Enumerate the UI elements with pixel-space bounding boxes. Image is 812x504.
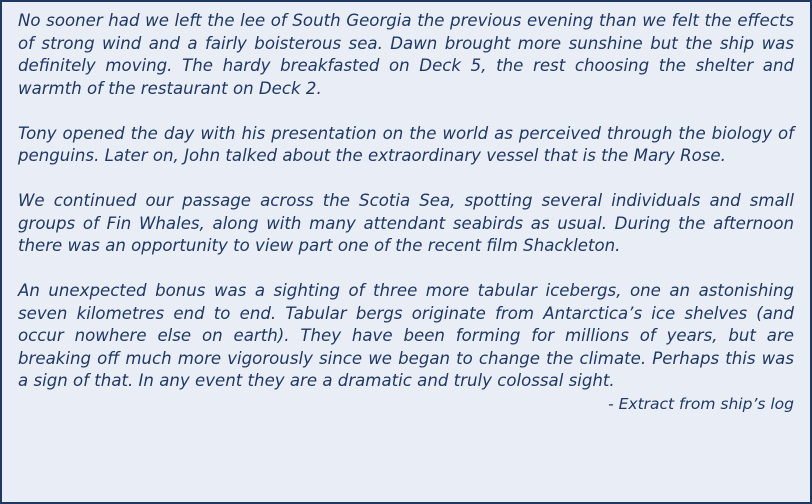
log-source-attribution: - Extract from ship’s log	[608, 394, 794, 413]
log-paragraph-1: No sooner had we left the lee of South Georgia the previous evening than we felt the effects of strong wind and a fairly boisterous sea. Dawn brought more sunshine but the ship was definitely moving. The hardy breakfasted on Deck 5, the rest choosing the shelter and warmth of the restaurant on Deck 2.	[18, 11, 794, 98]
log-paragraph-2: Tony opened the day with his presentation on the world as perceived through the biology of penguins. Later on, John talked about the extraordinary vessel that is the Mary Rose.	[18, 123, 794, 165]
log-paragraph-3: We continued our passage across the Scotia Sea, spotting several individuals and small groups of Fin Whales, along with many attendant seabirds as usual. During the afternoon there was an opportunity to view part one of the recent film Shackleton.	[18, 191, 794, 255]
log-paragraph-4: An unexpected bonus was a sighting of three more tabular icebergs, one an astonishing seven kilometres end to end. Tabular bergs originate from Antarctica’s ice shelves (and occur nowhere else on earth). They have been forming for millions of years, but are breaking off much more vigorously since we began to change the climate. Perhaps this was a sign of that. In any event they are a dramatic and truly colossal sight.	[18, 281, 794, 390]
